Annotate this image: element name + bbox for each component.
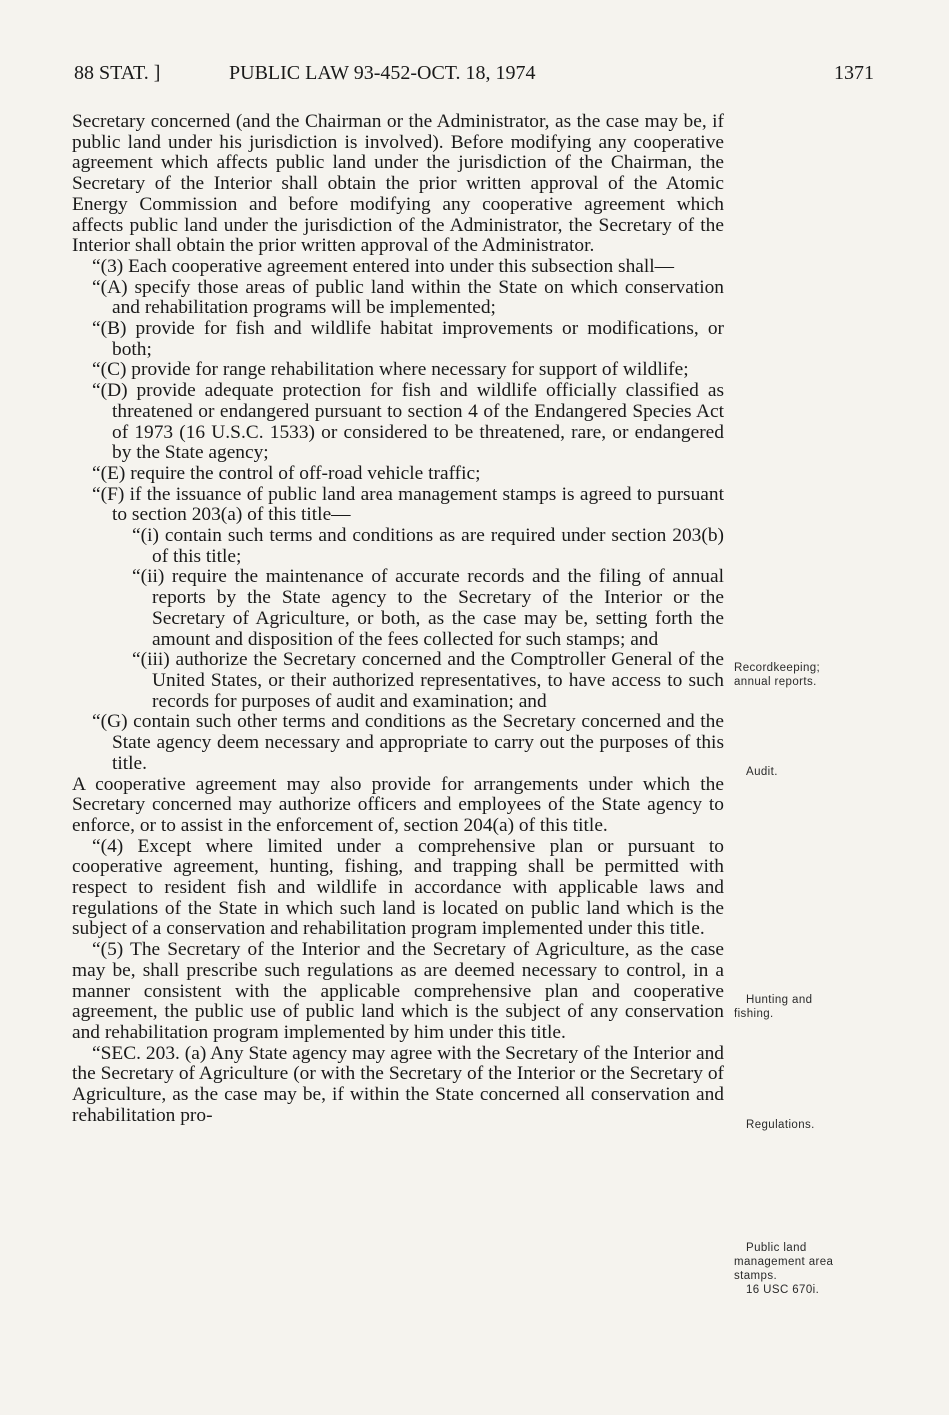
clause-a: “(A) specify those areas of public land within the State on which conservation and rehabilitation programs will be implemented;	[92, 276, 724, 319]
clause-b: “(B) provide for fish and wildlife habitat improvements or modifications, or both;	[92, 318, 724, 360]
paragraph-4: “(4) Except where limited under a comprehensive plan or pursuant to cooperative agreement, hunting, fishing, and trapping shall be permitted with respect to resident fish and wildlife in accordance with applicable laws and regulations of the State in which such land is located on public land which is the subject of a conservation and rehabilitation program implemented under this title.	[72, 835, 724, 940]
margin-note-stamps: Public land management area stamps. 16 USC 670i.	[734, 1242, 834, 1296]
paragraph-5: “(5) The Secretary of the Interior and the Secretary of Agriculture, as the case may be, shall prescribe such regulations as are deemed necessary to control, in a manner consistent with the applicable comprehensive plan and cooperative agreement, the public use of public land which is the subject of any conservation and rehabilitation program implemented by him under this title.	[72, 939, 724, 1043]
statute-reference: 88 STAT. ]	[74, 62, 161, 84]
paragraph-continuation: Secretary concerned (and the Chairman or the Administrator, as the case may be, if public land under his jurisdiction is involved). Before modifying any cooperative agreement which affects public land under the jurisdiction of the Chairman, the Secretary of the Interior shall obtain the prior written approval of the Atomic Energy Commission and before modifying any cooperative agreement which affects public land under the jurisdiction of the Administrator, the Secretary of the Interior shall obtain the prior written approval of the Administrator.	[72, 111, 724, 257]
clause-c: “(C) provide for range rehabilitation where necessary for support of wildlife;	[92, 359, 689, 381]
clause-g: “(G) contain such other terms and conditions as the Secretary concerned and the State agency deem necessary and appropriate to carry out the purposes of this title.	[92, 711, 724, 774]
page-number: 1371	[834, 62, 874, 84]
margin-note-hunting: Hunting and fishing.	[734, 994, 813, 1020]
paragraph-3: “(3) Each cooperative agreement entered into under this subsection shall—	[92, 255, 675, 277]
margin-note-audit: Audit.	[746, 766, 778, 778]
paragraph-enforcement: A cooperative agreement may also provide for arrangements under which the Secretary concerned may authorize officers and employees of the State agency to enforce, or to assist in the enforcement of, section 204(a) of this title.	[72, 773, 724, 836]
clause-f-ii: “(ii) require the maintenance of accurate records and the filing of annual reports by the State agency to the Secretary of the Interior or the Secretary of Agriculture, or both, as the case may be, setting forth the amount and disposition of the fees collected for such stamps; and	[132, 566, 724, 650]
clause-f-i: “(i) contain such terms and conditions as are required under section 203(b) of this title;	[132, 525, 724, 567]
margin-note-regulations: Regulations.	[746, 1119, 815, 1131]
clause-f-iii: “(iii) authorize the Secretary concerned and the Comptroller General of the United States, or their authorized representatives, to have access to such records for purposes of audit and examination; and	[132, 649, 724, 712]
clause-d: “(D) provide adequate protection for fish and wildlife officially classified as threatened or endangered pursuant to section 4 of the Endangered Species Act of 1973 (16 U.S.C. 1533) or considered to be threatened, rare, or endangered by the State agency;	[92, 380, 724, 464]
clause-e: “(E) require the control of off-road vehicle traffic;	[92, 462, 481, 484]
section-203: “SEC. 203. (a) Any State agency may agree with the Secretary of the Interior and the Secretary of Agriculture (or with the Secretary of the Interior or the Secretary of Agriculture, as the case may be, if within the State concerned all conservation and rehabilitation pro-	[72, 1042, 724, 1126]
clause-f: “(F) if the issuance of public land area management stamps is agreed to pursuant to section 203(a) of this title—	[92, 483, 724, 526]
page-header	[74, 62, 874, 92]
body-text	[72, 112, 724, 1126]
page-title: PUBLIC LAW 93-452-OCT. 18, 1974	[229, 62, 536, 84]
margin-note-recordkeeping: Recordkeeping; annual reports.	[734, 662, 821, 688]
